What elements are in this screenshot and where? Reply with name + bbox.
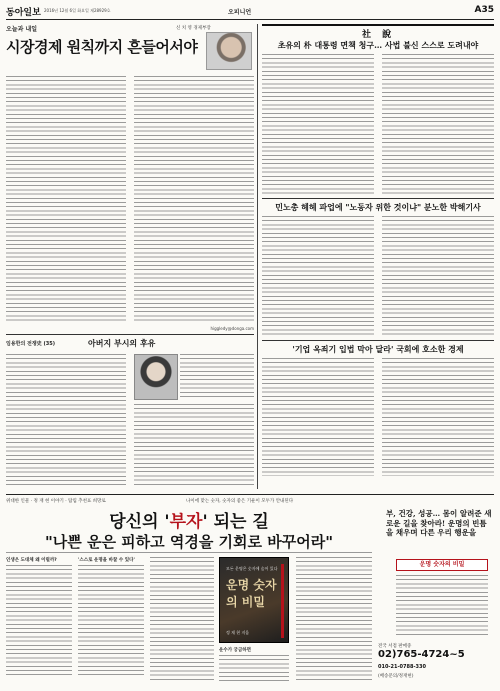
book-cover-author: 정 재 현 지음 <box>226 630 250 635</box>
ad-subheadline: "나쁜 운은 피하고 역경을 기회로 바꾸어라" <box>44 533 334 551</box>
ad-column-heading: 인생은 도대체 왜 이럴까? <box>6 558 57 563</box>
ad-text-block <box>296 557 372 683</box>
editorial-banner-title: 社 說 <box>362 30 396 40</box>
book-cover <box>219 557 289 643</box>
book-cover-title: 운명 숫자의 비밀 <box>226 578 277 609</box>
editorial-headline: '기업 옥죄기 입법 막아 달라' 국회에 호소한 경제 <box>292 344 464 354</box>
column-headline: 시장경제 원칙까지 흔들어서야 <box>6 38 198 56</box>
book-spine-stripe <box>281 564 284 638</box>
editorial-text-block <box>382 54 494 194</box>
ad-divider <box>6 552 372 553</box>
ad-book-title-box: 운명 숫자의 비밀 <box>396 559 488 571</box>
ad-text-block <box>219 655 289 683</box>
ad-mobile-number: 010-21-0788-330 <box>378 664 426 670</box>
ad-headline-highlight: 부자 <box>169 512 203 532</box>
ad-column-heading: 운수가 궁금하면 <box>219 648 251 653</box>
column-byline: 신 치 영 경제부장 <box>176 26 211 31</box>
essay-text-block <box>180 354 254 400</box>
column-text-block <box>134 76 254 324</box>
editorial-headline: 민노총 헤헤 파업에 "노동자 위한 것이냐" 분노한 박해기사 <box>275 202 481 212</box>
editorial-text-block <box>382 358 494 476</box>
editorial-body <box>262 358 494 476</box>
ad-headline <box>6 507 372 532</box>
editorial-headline: 초유의 朴 대통령 면책 청구… 사법 불신 스스로 도려내야 <box>277 40 479 50</box>
column-area <box>6 24 254 489</box>
ad-text-block <box>78 565 144 675</box>
section-divider <box>262 198 494 199</box>
ad-column-heading: '스스로 운명을 바꿀 수 있다' <box>78 558 135 563</box>
column-kicker: 오늘과 내일 <box>6 26 38 33</box>
columnist-photo <box>206 32 252 70</box>
ad-order-headline: 부, 건강, 성공… 몸이 알려준 새로운 길을 찾아라! 운명의 빈틈을 채우며 다른 우리 행운을 <box>386 509 492 537</box>
editorial-text-block <box>262 216 374 336</box>
editorial-banner <box>262 24 494 40</box>
ad-order-panel <box>378 509 494 683</box>
ad-contact-note: (배송문의/정재현) <box>378 674 414 679</box>
ad-text-block <box>6 565 72 675</box>
column-email: higgledy@donga.com <box>210 326 254 331</box>
editorial-text-block <box>382 216 494 336</box>
column-text-block <box>6 76 126 324</box>
ad-top-strip <box>6 497 494 507</box>
column-rule <box>257 24 258 489</box>
ad-order-label: 전국 서점 판매중 <box>378 644 412 649</box>
essay-text-block <box>134 404 254 486</box>
ad-text-block <box>150 557 214 681</box>
newspaper-logo: 동아일보 <box>6 8 41 18</box>
column-body <box>6 76 254 324</box>
essay-kicker: 임용한의 전쟁史 (35) <box>6 341 55 347</box>
ad-column <box>6 557 72 683</box>
page-number: A35 <box>474 5 494 15</box>
book-advertisement <box>6 494 494 685</box>
book-cover-tagline: 모든 운명은 숫자에 숨어 있다 <box>226 566 278 571</box>
ad-column <box>219 647 289 683</box>
issue-date: 2016년 12월 6일 화요일 제28929호 <box>44 8 111 13</box>
essay-text-block <box>6 354 126 486</box>
ad-headline-part: ' 되는 길 <box>202 512 269 532</box>
ad-headline-part: 당신의 ' <box>109 512 170 532</box>
essay-headline: 아버지 부시의 후유 <box>88 338 156 348</box>
editorial-text-block <box>262 54 374 194</box>
editorial-text-block <box>262 358 374 476</box>
ad-column <box>78 557 144 683</box>
ad-body <box>6 557 372 683</box>
editorial-area <box>262 24 494 489</box>
masthead <box>6 4 494 20</box>
ad-phone-number: 02)765-4724~5 <box>378 649 465 660</box>
section-divider <box>262 340 494 341</box>
ad-top-left-text: 위대한 인물 · 정 재 현 이야기 · 탑립 추천표 희망로 <box>6 499 106 504</box>
editorial-body <box>262 216 494 336</box>
essay-photo <box>134 354 178 400</box>
section-divider <box>6 334 254 335</box>
ad-column <box>150 557 214 683</box>
editorial-body <box>262 54 494 194</box>
ad-top-mid-text: 나이에 맞는 숫자, 숫자의 좋은 기운이 모두가 안내된다 <box>186 499 294 504</box>
ad-text-block <box>396 575 488 635</box>
section-name: 오피니언 <box>228 9 252 16</box>
